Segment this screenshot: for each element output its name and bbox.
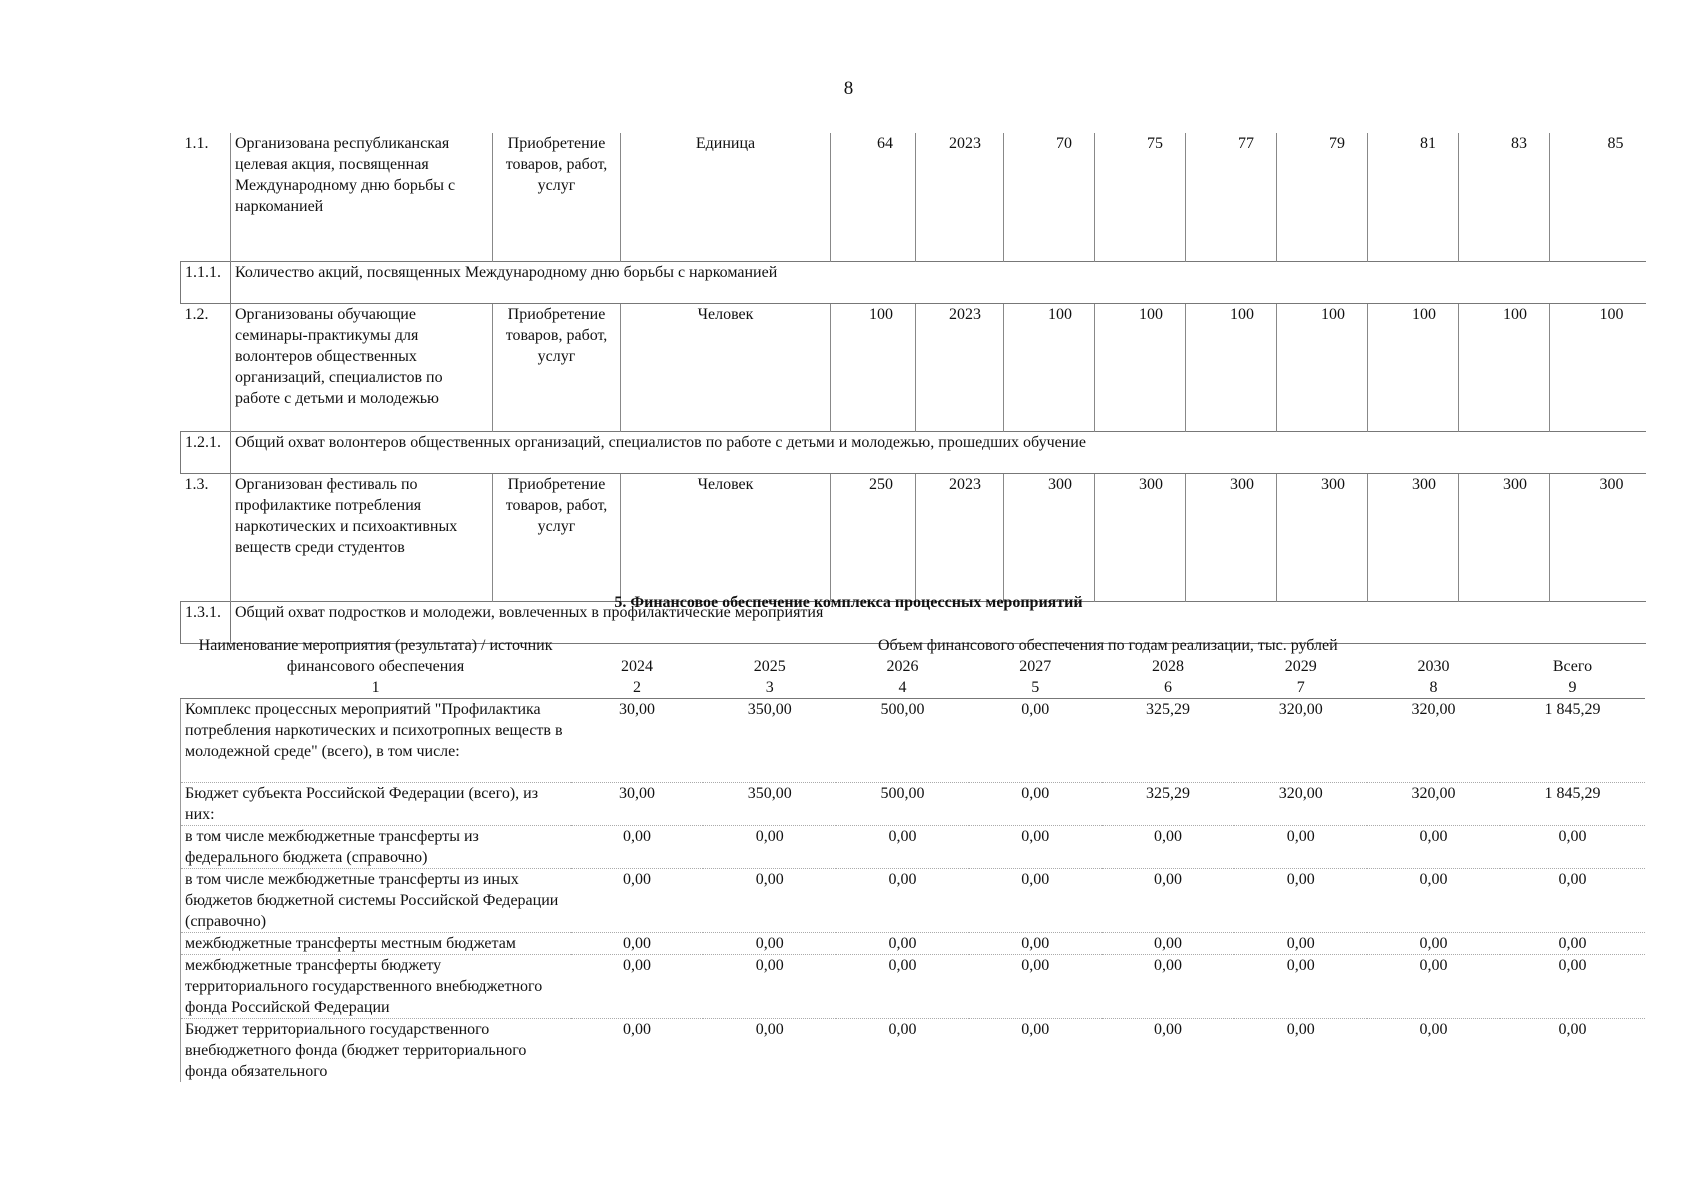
- finance-value-cell: 350,00: [747, 701, 792, 718]
- year-value-cell: 100: [1277, 303, 1368, 431]
- finance-value-cell: 0,00: [1367, 1019, 1500, 1083]
- finance-value-cell: 500,00: [880, 701, 925, 718]
- finance-value-cell: 0,00: [1500, 869, 1645, 933]
- year-value-cell: 81: [1368, 133, 1459, 261]
- finance-value-cell: 0,00: [1102, 826, 1235, 869]
- year-value-cell: 300: [1095, 473, 1186, 601]
- finance-value-cell: 0,00: [571, 1019, 704, 1083]
- finance-value-cell: 0,00: [1500, 933, 1645, 955]
- finance-row: [181, 699, 1646, 783]
- result-name: Организована республиканская целевая акция, посвященная Международному дню борьбы с наркоманией: [231, 133, 493, 261]
- finance-source-name: в том числе межбюджетные трансферты из иных бюджетов бюджетной системы Российской Федерации (справочно): [181, 869, 571, 933]
- finance-value-cell: 325,29: [1102, 783, 1235, 826]
- row-number: 1.2.1.: [181, 431, 231, 473]
- finance-value-cell: 0,00: [836, 933, 969, 955]
- column-number: 2: [571, 677, 704, 699]
- row-number: 1.3.: [184, 475, 209, 493]
- column-number: 6: [1102, 677, 1235, 699]
- finance-value-cell: 0,00: [1367, 826, 1500, 869]
- indicator-text: Общий охват волонтеров общественных организаций, специалистов по работе с детьми и молодежью, прошедших обучение: [231, 431, 1646, 473]
- finance-header-name: Наименование мероприятия (результата) / источник финансового обеспечения: [198, 637, 553, 675]
- finance-value-cell: 0,00: [969, 826, 1102, 869]
- unit-cell: Единица: [621, 133, 831, 261]
- finance-table: [180, 635, 1645, 1082]
- finance-value-cell: 0,00: [836, 869, 969, 933]
- finance-value-cell: 320,00: [1278, 701, 1323, 718]
- row-number: 1.3.1.: [181, 601, 231, 643]
- year-header: 2030: [1417, 658, 1450, 675]
- finance-value-cell: 0,00: [1234, 1019, 1367, 1083]
- column-number: 9: [1500, 677, 1645, 699]
- column-number: 5: [969, 677, 1102, 699]
- year-value-cell: 100: [1550, 303, 1646, 431]
- year-value-cell: 85: [1550, 133, 1646, 261]
- year-value-cell: 100: [1095, 303, 1186, 431]
- finance-value-cell: 1 845,29: [1500, 783, 1645, 826]
- finance-value-cell: 350,00: [703, 783, 836, 826]
- base-value-cell: 64: [831, 133, 916, 261]
- finance-value-cell: 0,00: [1234, 869, 1367, 933]
- year-value-cell: 77: [1186, 133, 1277, 261]
- row-number: 1.1.1.: [181, 261, 231, 303]
- finance-row: [181, 1019, 1646, 1083]
- finance-source-name: Комплекс процессных мероприятий "Профилактика потребления наркотических и психотропных веществ в молодежной среде" (всего), в том числе:: [181, 699, 571, 783]
- finance-value-cell: 320,00: [1367, 783, 1500, 826]
- finance-value-cell: 0,00: [1367, 955, 1500, 1019]
- finance-value-cell: 0,00: [969, 869, 1102, 933]
- finance-value-cell: 0,00: [836, 1019, 969, 1083]
- finance-value-cell: 0,00: [571, 933, 704, 955]
- column-number: 3: [703, 677, 836, 699]
- finance-source-name: Бюджет субъекта Российской Федерации (всего), из них:: [181, 783, 571, 826]
- finance-value-cell: 0,00: [1234, 933, 1367, 955]
- finance-value-cell: 0,00: [969, 783, 1102, 826]
- row-number: 1.1.: [184, 135, 209, 152]
- year-value-cell: 300: [1459, 473, 1550, 601]
- year-value-cell: 300: [1550, 473, 1646, 601]
- year-header: 2028: [1152, 658, 1185, 675]
- indicator-row: [181, 431, 1646, 473]
- finance-value-cell: 0,00: [1234, 826, 1367, 869]
- finance-row: [181, 869, 1646, 933]
- finance-value-cell: 0,00: [969, 933, 1102, 955]
- finance-value-cell: 0,00: [703, 955, 836, 1019]
- finance-value-cell: 0,00: [703, 1019, 836, 1083]
- year-value-cell: 300: [1186, 473, 1277, 601]
- base-year-cell: 2023: [916, 133, 1004, 261]
- indicator-text: Общий охват подростков и молодежи, вовлеченных в профилактические мероприятия: [231, 601, 1646, 643]
- page-number: 8: [843, 78, 854, 99]
- finance-value-cell: 30,00: [619, 701, 656, 718]
- year-value-cell: 300: [1277, 473, 1368, 601]
- finance-value-cell: 0,00: [1021, 701, 1050, 718]
- finance-value-cell: 325,29: [1146, 701, 1191, 718]
- result-kind: Приобретение товаров, работ, услуг: [493, 303, 621, 431]
- base-value-cell: 250: [831, 473, 916, 601]
- year-value-cell: 300: [1004, 473, 1095, 601]
- section-title: 5. Финансовое обеспечение комплекса процессных мероприятий: [614, 594, 1083, 611]
- finance-value-cell: 0,00: [1102, 1019, 1235, 1083]
- finance-value-cell: 0,00: [1500, 826, 1645, 869]
- finance-value-cell: 0,00: [1102, 955, 1235, 1019]
- result-kind: Приобретение товаров, работ, услуг: [493, 473, 621, 601]
- year-value-cell: 83: [1459, 133, 1550, 261]
- year-value-cell: 300: [1368, 473, 1459, 601]
- year-header: Всего: [1552, 658, 1593, 675]
- row-number: 1.2.: [184, 305, 209, 323]
- finance-value-cell: 0,00: [1102, 933, 1235, 955]
- unit-cell: Человек: [621, 473, 831, 601]
- base-value-cell: 100: [831, 303, 916, 431]
- year-header: 2025: [753, 658, 786, 675]
- indicator-text: Количество акций, посвященных Международному дню борьбы с наркоманией: [231, 261, 1646, 303]
- year-value-cell: 75: [1095, 133, 1186, 261]
- column-number: 8: [1367, 677, 1500, 699]
- finance-value-cell: 0,00: [571, 955, 704, 1019]
- finance-source-name: межбюджетные трансферты местным бюджетам: [181, 933, 571, 955]
- column-number: 7: [1234, 677, 1367, 699]
- result-name: Организован фестиваль по профилактике потребления наркотических и психоактивных веществ среди студентов: [231, 473, 493, 601]
- year-value-cell: 70: [1004, 133, 1095, 261]
- finance-value-cell: 0,00: [703, 933, 836, 955]
- finance-value-cell: 0,00: [969, 955, 1102, 1019]
- column-number: 4: [836, 677, 969, 699]
- result-row: [181, 473, 1646, 601]
- result-row: [181, 303, 1646, 431]
- finance-value-cell: 0,00: [836, 826, 969, 869]
- finance-value-cell: 1 845,29: [1544, 701, 1601, 718]
- finance-value-cell: 0,00: [1367, 933, 1500, 955]
- finance-header-group: Объем финансового обеспечения по годам реализации, тыс. рублей: [877, 637, 1338, 654]
- results-table: [180, 133, 1646, 644]
- year-header: 2027: [1019, 658, 1052, 675]
- finance-value-cell: 500,00: [836, 783, 969, 826]
- finance-value-cell: 0,00: [1102, 869, 1235, 933]
- base-year-cell: 2023: [916, 473, 1004, 601]
- finance-value-cell: 0,00: [703, 869, 836, 933]
- year-value-cell: 100: [1004, 303, 1095, 431]
- finance-value-cell: 0,00: [969, 1019, 1102, 1083]
- result-kind: Приобретение товаров, работ, услуг: [493, 133, 621, 261]
- finance-row: [181, 783, 1646, 826]
- finance-value-cell: 0,00: [1500, 955, 1645, 1019]
- year-value-cell: 100: [1368, 303, 1459, 431]
- year-header: 2026: [886, 658, 919, 675]
- finance-row: [181, 826, 1646, 869]
- finance-source-name: межбюджетные трансферты бюджету территориального государственного внебюджетного фонда Российской Федерации: [181, 955, 571, 1019]
- finance-row: [181, 955, 1646, 1019]
- indicator-row: [181, 261, 1646, 303]
- result-name: Организованы обучающие семинары-практикумы для волонтеров общественных организаций, специалистов по работе с детьми и молодежью: [231, 303, 493, 431]
- unit-cell: Человек: [621, 303, 831, 431]
- finance-value-cell: 320,00: [1411, 701, 1456, 718]
- finance-row: [181, 933, 1646, 955]
- result-row: [181, 133, 1646, 261]
- year-value-cell: 79: [1277, 133, 1368, 261]
- finance-source-name: Бюджет территориального государственного внебюджетного фонда (бюджет территориального фонда обязательного: [181, 1019, 571, 1083]
- finance-value-cell: 0,00: [1234, 955, 1367, 1019]
- base-year-cell: 2023: [916, 303, 1004, 431]
- finance-value-cell: 320,00: [1234, 783, 1367, 826]
- year-value-cell: 100: [1186, 303, 1277, 431]
- finance-value-cell: 0,00: [571, 869, 704, 933]
- finance-source-name: в том числе межбюджетные трансферты из федерального бюджета (справочно): [181, 826, 571, 869]
- year-header: 2029: [1284, 658, 1317, 675]
- column-number: 1: [181, 677, 571, 699]
- year-header: 2024: [621, 658, 654, 675]
- finance-value-cell: 0,00: [1500, 1019, 1645, 1083]
- finance-value-cell: 0,00: [703, 826, 836, 869]
- finance-value-cell: 0,00: [836, 955, 969, 1019]
- year-value-cell: 100: [1459, 303, 1550, 431]
- finance-value-cell: 0,00: [571, 826, 704, 869]
- finance-value-cell: 30,00: [571, 783, 704, 826]
- finance-value-cell: 0,00: [1367, 869, 1500, 933]
